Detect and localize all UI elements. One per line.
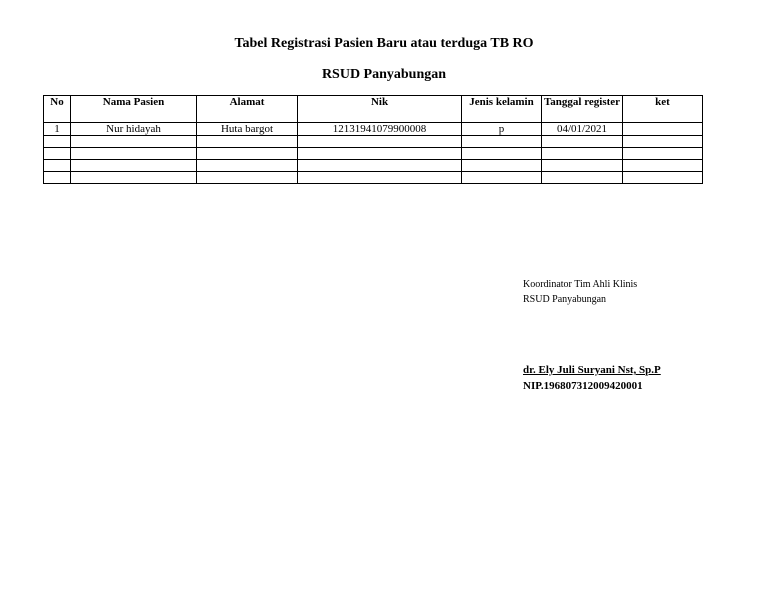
registration-table bbox=[43, 95, 703, 184]
cell-tanggal-register bbox=[542, 148, 623, 160]
table-row bbox=[44, 123, 703, 136]
cell-no bbox=[44, 148, 71, 160]
signature-name: dr. Ely Juli Suryani Nst, Sp.P bbox=[523, 364, 661, 376]
cell-nama-pasien bbox=[71, 160, 197, 172]
table-row bbox=[44, 148, 703, 160]
cell-tanggal-register bbox=[542, 136, 623, 148]
page-title: Tabel Registrasi Pasien Baru atau terduga TB RO bbox=[234, 36, 534, 51]
signature-nip: NIP.196807312009420001 bbox=[523, 380, 643, 392]
cell-no bbox=[44, 172, 71, 184]
cell-alamat bbox=[197, 136, 298, 148]
cell-nik bbox=[298, 136, 462, 148]
cell-jenis-kelamin bbox=[462, 148, 542, 160]
table-row bbox=[44, 160, 703, 172]
cell-alamat bbox=[197, 172, 298, 184]
cell-ket bbox=[623, 136, 703, 148]
cell-nama-pasien bbox=[71, 148, 197, 160]
cell-jenis-kelamin bbox=[462, 136, 542, 148]
table-row bbox=[44, 136, 703, 148]
cell-nama-pasien bbox=[71, 136, 197, 148]
cell-tanggal-register bbox=[542, 160, 623, 172]
signature-role: Koordinator Tim Ahli Klinis bbox=[523, 279, 638, 290]
cell-jenis-kelamin bbox=[462, 172, 542, 184]
hospital-subtitle: RSUD Panyabungan bbox=[321, 67, 447, 82]
cell-nik bbox=[298, 148, 462, 160]
cell-no: 1 bbox=[44, 123, 71, 136]
header-nama-pasien: Nama Pasien bbox=[71, 96, 197, 123]
table-header-row bbox=[44, 96, 703, 123]
cell-nama-pasien: Nur hidayah bbox=[71, 123, 197, 136]
cell-jenis-kelamin bbox=[462, 160, 542, 172]
cell-ket bbox=[623, 123, 703, 136]
cell-no bbox=[44, 136, 71, 148]
header-no: No bbox=[44, 96, 71, 123]
cell-nama-pasien bbox=[71, 172, 197, 184]
cell-no bbox=[44, 160, 71, 172]
header-nik: Nik bbox=[298, 96, 462, 123]
signature-institution: RSUD Panyabungan bbox=[523, 294, 607, 305]
cell-alamat: Huta bargot bbox=[197, 123, 298, 136]
cell-jenis-kelamin: p bbox=[462, 123, 542, 136]
cell-nik bbox=[298, 172, 462, 184]
cell-alamat bbox=[197, 148, 298, 160]
cell-ket bbox=[623, 172, 703, 184]
cell-alamat bbox=[197, 160, 298, 172]
cell-ket bbox=[623, 148, 703, 160]
cell-nik: 12131941079900008 bbox=[298, 123, 462, 136]
table-row bbox=[44, 172, 703, 184]
cell-nik bbox=[298, 160, 462, 172]
cell-tanggal-register: 04/01/2021 bbox=[542, 123, 623, 136]
header-alamat: Alamat bbox=[197, 96, 298, 123]
header-tanggal-register: Tanggal register bbox=[542, 96, 623, 123]
header-ket: ket bbox=[623, 96, 703, 123]
header-jenis-kelamin: Jenis kelamin bbox=[462, 96, 542, 123]
cell-tanggal-register bbox=[542, 172, 623, 184]
cell-ket bbox=[623, 160, 703, 172]
